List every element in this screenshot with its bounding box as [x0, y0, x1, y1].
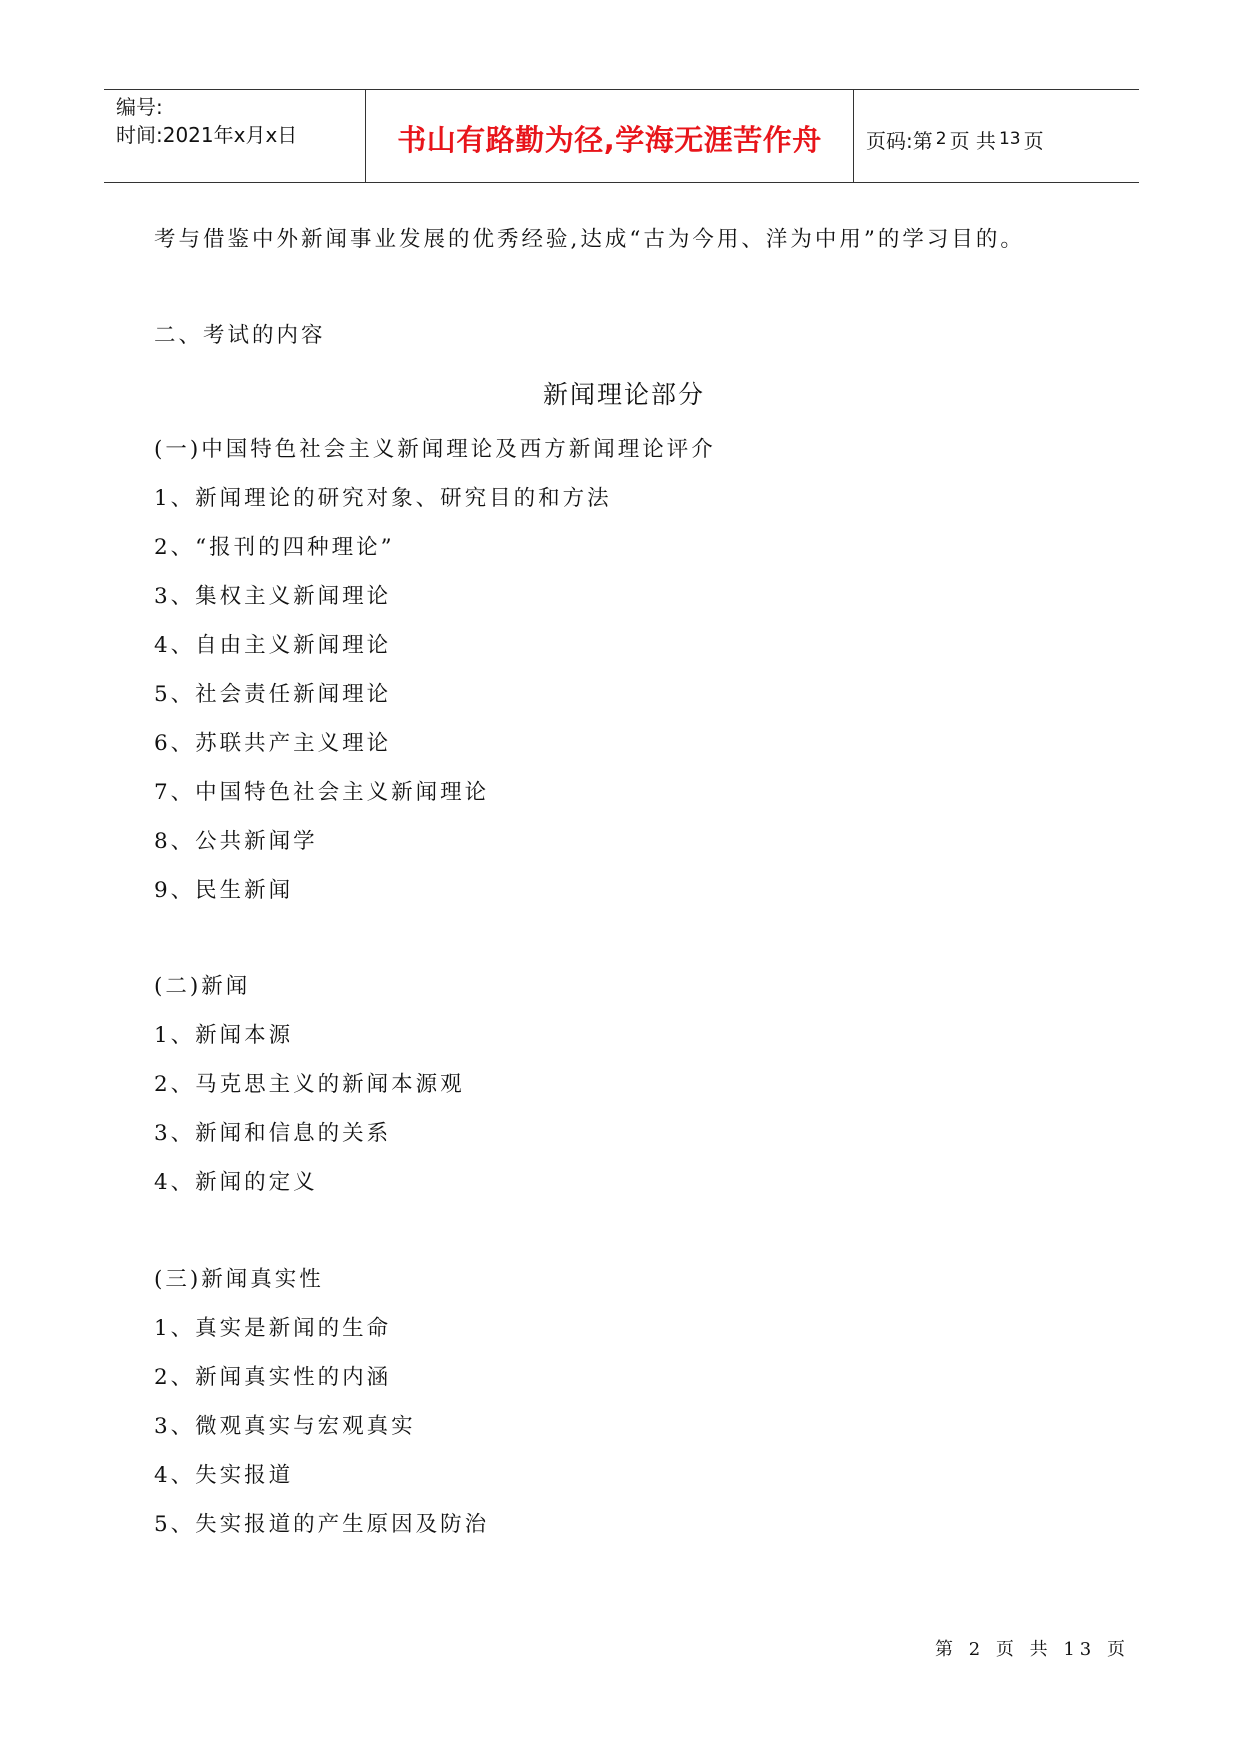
list-item: 1、真实是新闻的生命: [154, 1316, 392, 1341]
list-item: 7、中国特色社会主义新闻理论: [154, 780, 490, 805]
list-item: 2、“报刊的四种理论”: [154, 535, 395, 560]
header-page-number: [854, 90, 1139, 182]
page-suffix: 页: [1023, 128, 1044, 153]
group-title: (一)中国特色社会主义新闻理论及西方新闻理论评介: [154, 437, 716, 462]
document-number-label: 编号:: [116, 95, 163, 119]
list-item: 5、失实报道的产生原因及防治: [154, 1512, 490, 1537]
list-item: 3、微观真实与宏观真实: [154, 1414, 416, 1439]
list-item: 6、苏联共产主义理论: [154, 731, 392, 756]
list-item: 1、新闻理论的研究对象、研究目的和方法: [154, 486, 612, 511]
list-item: 2、马克思主义的新闻本源观: [154, 1072, 465, 1097]
list-item: 9、民生新闻: [154, 878, 294, 903]
list-item: 4、自由主义新闻理论: [154, 633, 392, 658]
page-current: 2: [935, 129, 947, 149]
page-total: 13: [998, 129, 1021, 149]
header-meta: [104, 90, 366, 182]
part-title: 新闻理论部分: [542, 380, 705, 409]
list-item: 3、新闻和信息的关系: [154, 1121, 392, 1146]
group-title: (二)新闻: [154, 974, 251, 999]
page-footer: 第 2 页 共 13 页: [935, 1639, 1130, 1660]
list-item: 5、社会责任新闻理论: [154, 682, 392, 707]
document-time: 时间:2021年x月x日: [116, 123, 298, 147]
group-title: (三)新闻真实性: [154, 1267, 324, 1292]
page-mid: 页 共: [949, 128, 996, 153]
list-item: 1、新闻本源: [154, 1023, 294, 1048]
header-motto: 书山有路勤为径,学海无涯苦作舟: [366, 90, 854, 182]
section-heading: 二、考试的内容: [154, 323, 326, 348]
list-item: 3、集权主义新闻理论: [154, 584, 392, 609]
list-item: 2、新闻真实性的内涵: [154, 1365, 392, 1390]
page-prefix: 页码:第: [866, 128, 933, 153]
list-item: 4、新闻的定义: [154, 1170, 318, 1195]
page-header: [104, 89, 1139, 183]
intro-line: 考与借鉴中外新闻事业发展的优秀经验,达成“古为今用、洋为中用”的学习目的。: [154, 227, 1025, 252]
list-item: 8、公共新闻学: [154, 829, 318, 854]
list-item: 4、失实报道: [154, 1463, 294, 1488]
